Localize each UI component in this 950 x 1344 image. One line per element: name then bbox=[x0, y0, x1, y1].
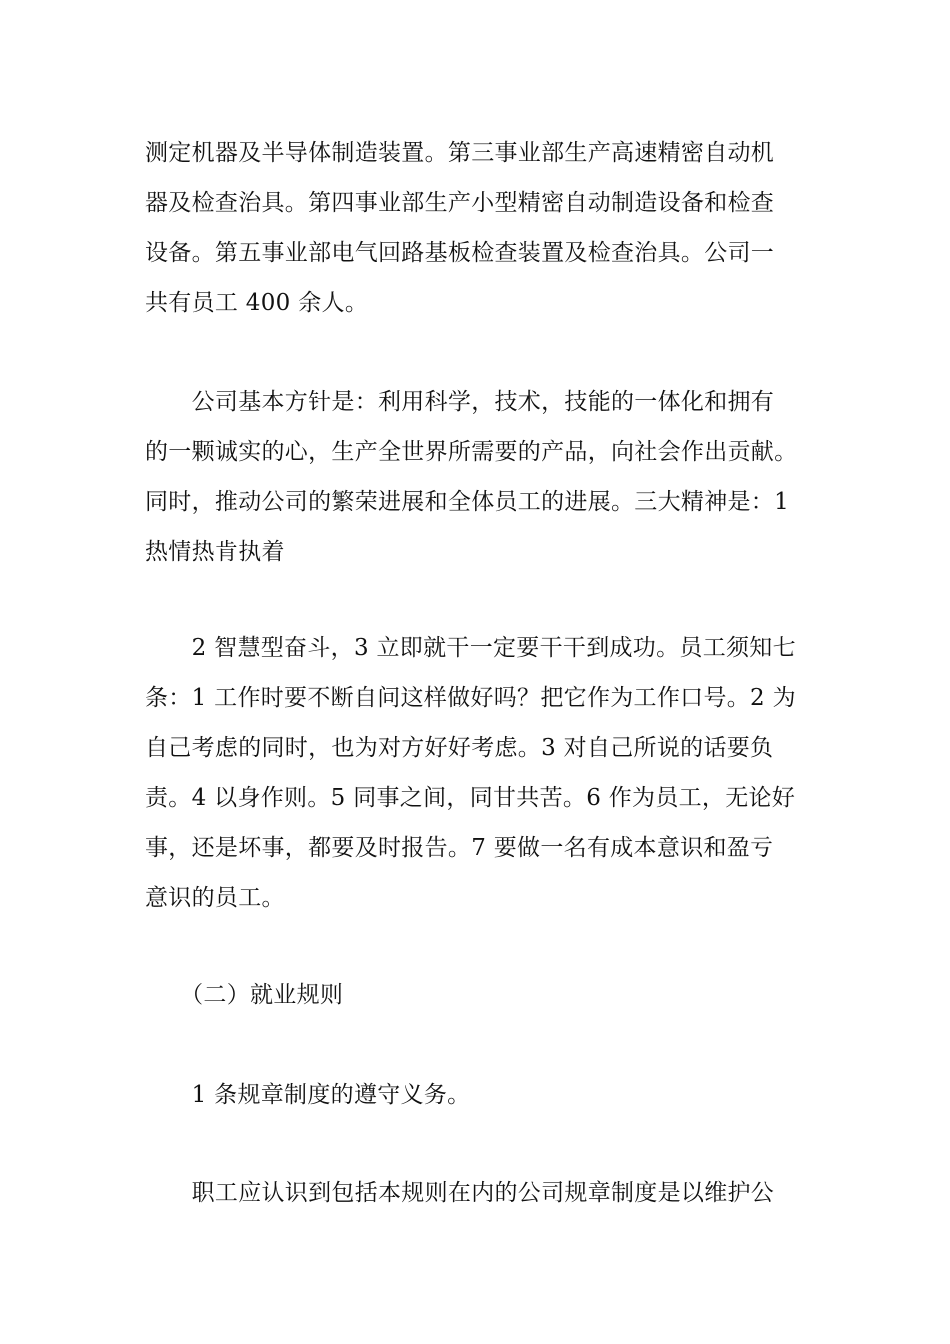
text-line: 条：1 工作时要不断自问这样做好吗？把它作为工作口号。2 为 bbox=[145, 685, 796, 711]
text-line: 设备。第五事业部电气回路基板检查装置及检查治具。公司一 bbox=[145, 240, 775, 266]
text-line: 2 智慧型奋斗，3 立即就干一定要干干到成功。员工须知七 bbox=[145, 635, 796, 661]
text-line: 1 条规章制度的遵守义务。 bbox=[145, 1082, 471, 1108]
text-line: 公司基本方针是：利用科学，技术，技能的一体化和拥有 bbox=[145, 389, 775, 415]
text-line: 事，还是坏事，都要及时报告。7 要做一名有成本意识和盈亏 bbox=[145, 835, 774, 861]
text-line: 意识的员工。 bbox=[145, 885, 285, 911]
text-line: 热情热肯执着 bbox=[145, 539, 285, 565]
paragraph-basic-policy bbox=[145, 377, 815, 577]
text-line: 责。4 以身作则。5 同事之间，同甘共苦。6 作为员工，无论好 bbox=[145, 785, 796, 811]
paragraph-employee-awareness bbox=[145, 1168, 815, 1218]
section-heading-employment-rules bbox=[145, 970, 815, 1020]
text-line: 的一颗诚实的心，生产全世界所需要的产品，向社会作出贡献。 bbox=[145, 439, 798, 465]
text-line: 自己考虑的同时，也为对方好好考虑。3 对自己所说的话要负 bbox=[145, 735, 774, 761]
text-line: （二）就业规则 bbox=[145, 982, 344, 1008]
text-line: 职工应认识到包括本规则在内的公司规章制度是以维护公 bbox=[145, 1180, 775, 1206]
text-line: 测定机器及半导体制造装置。第三事业部生产高速精密自动机 bbox=[145, 140, 775, 166]
text-line: 共有员工 400 余人。 bbox=[145, 290, 369, 316]
paragraph-article-1 bbox=[145, 1070, 815, 1120]
text-line: 同时，推动公司的繁荣进展和全体员工的进展。三大精神是：1 bbox=[145, 489, 790, 515]
paragraph-company-divisions bbox=[145, 128, 815, 328]
text-line: 器及检查治具。第四事业部生产小型精密自动制造设备和检查 bbox=[145, 190, 775, 216]
paragraph-employee-rules bbox=[145, 623, 815, 923]
